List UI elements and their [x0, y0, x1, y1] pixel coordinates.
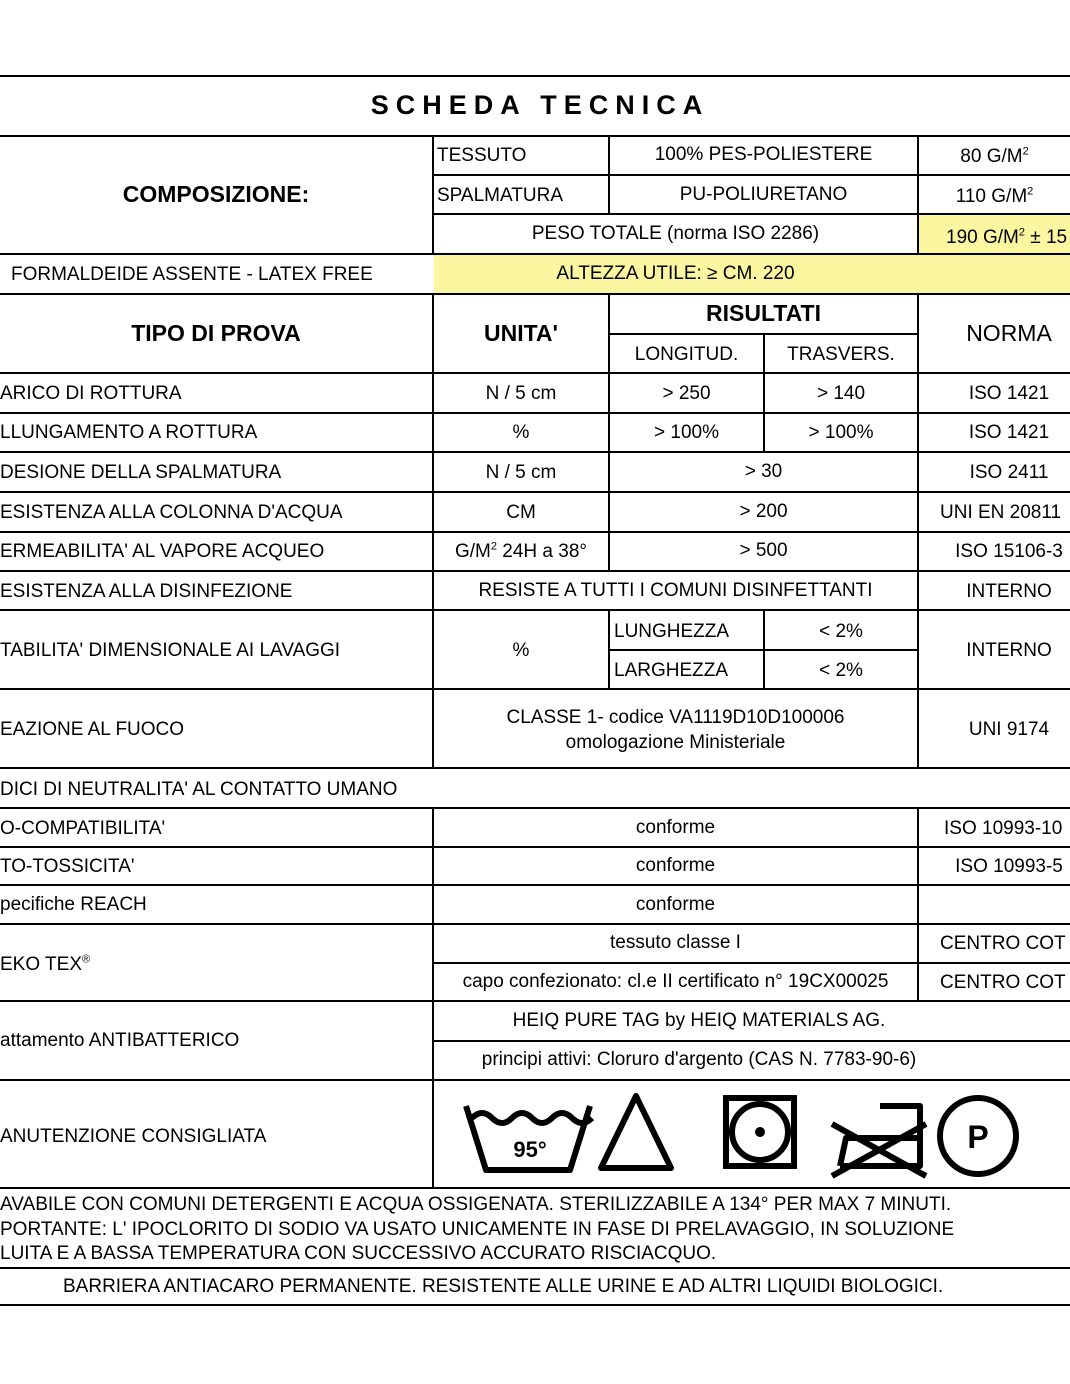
row-adesione-value: > 30: [744, 461, 783, 482]
row-biocomp-label: O-COMPATIBILITA': [0, 818, 166, 839]
tessuto-value: 100% PES-POLIESTERE: [654, 144, 873, 165]
row-oeko-value2: capo confezionato: cl.e II certificato n° 19CX00025: [462, 971, 889, 992]
row-fuoco-value-line1: CLASSE 1- codice VA1119D10D100006: [506, 707, 845, 728]
row-oeko-label: EKO TEX®: [0, 953, 91, 975]
note-line1: AVABILE CON COMUNI DETERGENTI E ACQUA OSSIGENATA. STERILIZZABILE A 134° PER MAX 7 MINUTI.: [0, 1194, 952, 1215]
formaldeide-note: FORMALDEIDE ASSENTE - LATEX FREE: [11, 264, 373, 285]
row-antibatterico-label: attamento ANTIBATTERICO: [0, 1030, 240, 1051]
note-line3: LUITA E A BASSA TEMPERATURA CON SUCCESSIVO ACCURATO RISCIACQUO.: [0, 1243, 717, 1264]
row-adesione-unit: N / 5 cm: [485, 462, 557, 483]
tessuto-label: TESSUTO: [437, 145, 527, 166]
header-unita: UNITA': [483, 320, 559, 346]
composizione-label: COMPOSIZIONE:: [122, 181, 310, 207]
row-antibatterico-value2: principi attivi: Cloruro d'argento (CAS N. 7783-90-6): [481, 1049, 917, 1070]
altezza-utile: ALTEZZA UTILE: ≥ CM. 220: [556, 263, 795, 284]
care-icons: [460, 1088, 1030, 1183]
row-disinfezione-value: RESISTE A TUTTI I COMUNI DISINFETTANTI: [478, 580, 873, 601]
row-reach-value: conforme: [635, 894, 716, 915]
header-trasvers: TRASVERS.: [787, 344, 895, 365]
peso-totale-value: 190 $G/M^2 \pm 15$: [946, 226, 1068, 248]
row-fuoco-value-line2: omologazione Ministeriale: [565, 732, 786, 753]
row-fuoco-label: EAZIONE AL FUOCO: [0, 719, 185, 740]
row-adesione-norma: ISO 2411: [969, 462, 1049, 483]
row-vapore-label: ERMEABILITA' AL VAPORE ACQUEO: [0, 541, 325, 562]
row-carico-long: > 250: [662, 383, 711, 404]
row-colonna-norma: UNI EN 20811: [940, 502, 1062, 523]
row-stabilita-lunghezza: LUNGHEZZA: [614, 621, 730, 642]
row-vapore-unit: $G/M^2$ 24H a 38°: [454, 540, 587, 562]
note-barriera: BARRIERA ANTIACARO PERMANENTE. RESISTENTE ALLE URINE E AD ALTRI LIQUIDI BIOLOGICI.: [63, 1276, 944, 1297]
wash-temp-label: 95°: [513, 1137, 547, 1162]
row-adesione-label: DESIONE DELLA SPALMATURA: [0, 462, 282, 483]
row-allungamento-unit: %: [512, 422, 530, 443]
row-colonna-unit: CM: [506, 502, 536, 523]
row-colonna-label: ESISTENZA ALLA COLONNA D'ACQUA: [0, 502, 343, 523]
row-allungamento-trasv: > 100%: [808, 422, 874, 443]
row-stabilita-lunghezza-value: < 2%: [819, 621, 863, 642]
row-carico-norma: ISO 1421: [968, 383, 1050, 404]
spalmatura-label: SPALMATURA: [437, 185, 563, 206]
tumble-dry-dot: [755, 1127, 765, 1137]
row-stabilita-label: TABILITA' DIMENSIONALE AI LAVAGGI: [0, 640, 341, 661]
peso-totale-label: PESO TOTALE (norma ISO 2286): [531, 223, 820, 244]
header-longitud: LONGITUD.: [634, 344, 739, 365]
spalmatura-value: PU-POLIURETANO: [679, 184, 848, 205]
row-disinfezione-label: ESISTENZA ALLA DISINFEZIONE: [0, 581, 293, 602]
header-risultati: RISULTATI: [706, 300, 821, 326]
header-tipo: TIPO DI PROVA: [131, 320, 301, 346]
row-stabilita-larghezza: LARGHEZZA: [614, 660, 729, 681]
note-line2: PORTANTE: L' IPOCLORITO DI SODIO VA USATO UNICAMENTE IN FASE DI PRELAVAGGIO, IN SOLUZIONE: [0, 1219, 955, 1240]
bleach-triangle-icon: [601, 1096, 671, 1168]
manutenzione-label: ANUTENZIONE CONSIGLIATA: [0, 1126, 267, 1147]
row-disinfezione-norma: INTERNO: [966, 581, 1052, 602]
row-carico-trasv: > 140: [816, 383, 866, 404]
row-biocomp-value: conforme: [635, 817, 716, 838]
row-reach-label: pecifiche REACH: [0, 894, 147, 915]
page-title: SCHEDA TECNICA: [370, 90, 710, 120]
row-oeko-norma1: CENTRO COT: [940, 933, 1066, 954]
header-norma: NORMA: [966, 320, 1052, 346]
row-biocomp-norma: ISO 10993-10: [944, 818, 1063, 839]
spalmatura-weight: 110 $G/M^2$: [955, 185, 1034, 207]
row-cito-label: TO-TOSSICITA': [0, 856, 135, 877]
row-fuoco-norma: UNI 9174: [968, 719, 1050, 740]
dry-clean-letter: P: [967, 1119, 989, 1155]
row-stabilita-unit: %: [512, 640, 530, 661]
row-allungamento-long: > 100%: [654, 422, 719, 443]
row-oeko-value1: tessuto classe I: [610, 932, 741, 953]
row-cito-value: conforme: [635, 855, 716, 876]
row-vapore-norma: ISO 15106-3: [955, 541, 1063, 562]
row-carico-label: ARICO DI ROTTURA: [0, 383, 182, 404]
row-allungamento-norma: ISO 1421: [968, 422, 1050, 443]
row-vapore-value: > 500: [739, 540, 788, 561]
row-allungamento-label: LLUNGAMENTO A ROTTURA: [0, 422, 258, 443]
row-carico-unit: N / 5 cm: [485, 383, 557, 404]
tessuto-weight: 80 $G/M^2$: [960, 145, 1029, 167]
row-stabilita-larghezza-value: < 2%: [819, 660, 863, 681]
no-iron-icon: [832, 1106, 926, 1176]
row-stabilita-norma: INTERNO: [966, 640, 1052, 661]
row-colonna-value: > 200: [739, 501, 788, 522]
row-oeko-norma2: CENTRO COT: [940, 972, 1066, 993]
row-antibatterico-value1: HEIQ PURE TAG by HEIQ MATERIALS AG.: [512, 1010, 886, 1031]
row-cito-norma: ISO 10993-5: [955, 856, 1063, 877]
indici-title: DICI DI NEUTRALITA' AL CONTATTO UMANO: [0, 779, 398, 800]
